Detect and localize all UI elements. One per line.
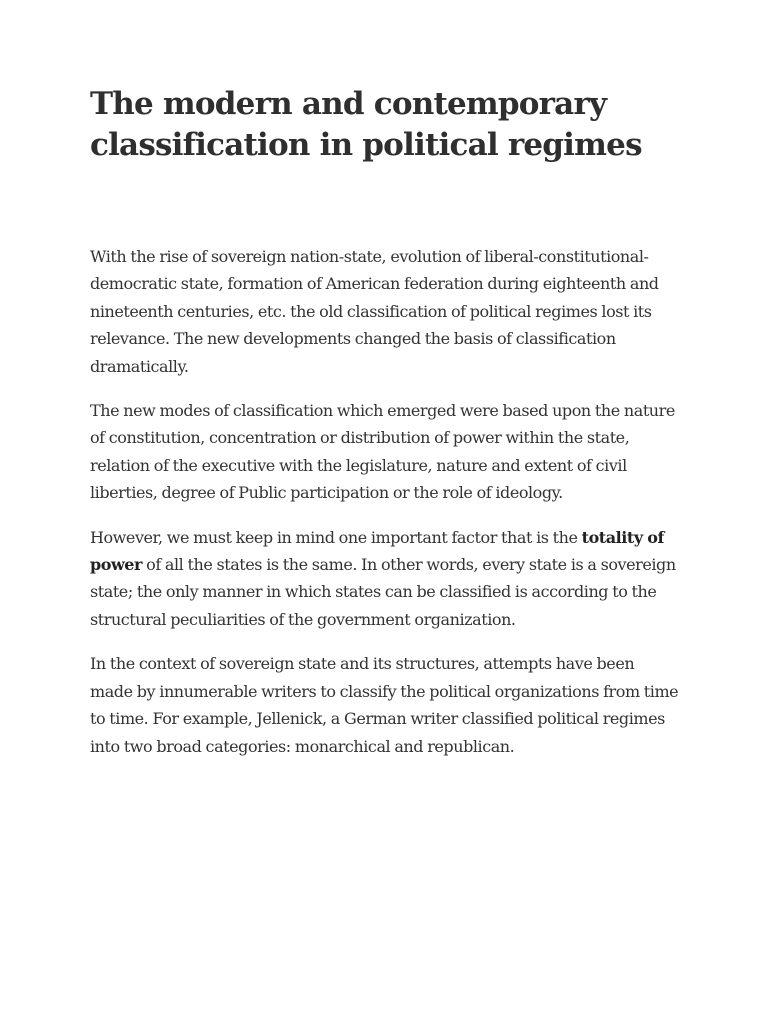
paragraph-1: With the rise of sovereign nation-state, evolution of liberal-constitutional- democratic state, formation of American federation during eighteenth and nineteenth centuries, etc. the old classification of political regimes lost its relevance. The new developments changed the basis of classification dramatically.: [90, 247, 659, 376]
paragraph-3-text-end: of all the states is the same. In other words, every state is a sovereign state; the only manner in which states can be classified is according to the structural peculiarities of the government organization.: [90, 555, 676, 629]
paragraph-3: [90, 524, 680, 634]
paragraph-2: The new modes of classification which emerged were based upon the nature of constitution, concentration or distribution of power within the state, relation of the executive with the legislature, nature and extent of civil liberties, degree of Public participation or the role of ideology.: [90, 401, 675, 503]
document-title: The modern and contemporary classification in political regimes: [90, 86, 642, 163]
paragraph-3-text-start: However, we must keep in mind one important factor that is the: [90, 527, 582, 547]
document-page: [90, 84, 690, 777]
bold-phrase: totality of power: [90, 527, 664, 575]
paragraph-4: In the context of sovereign state and its structures, attempts have been made by innumerable writers to classify the political organizations from time to time. For example, Jellenick, a German writer classified political regimes into two broad categories: monarchical and republican.: [90, 654, 679, 756]
document-body: [90, 243, 690, 760]
